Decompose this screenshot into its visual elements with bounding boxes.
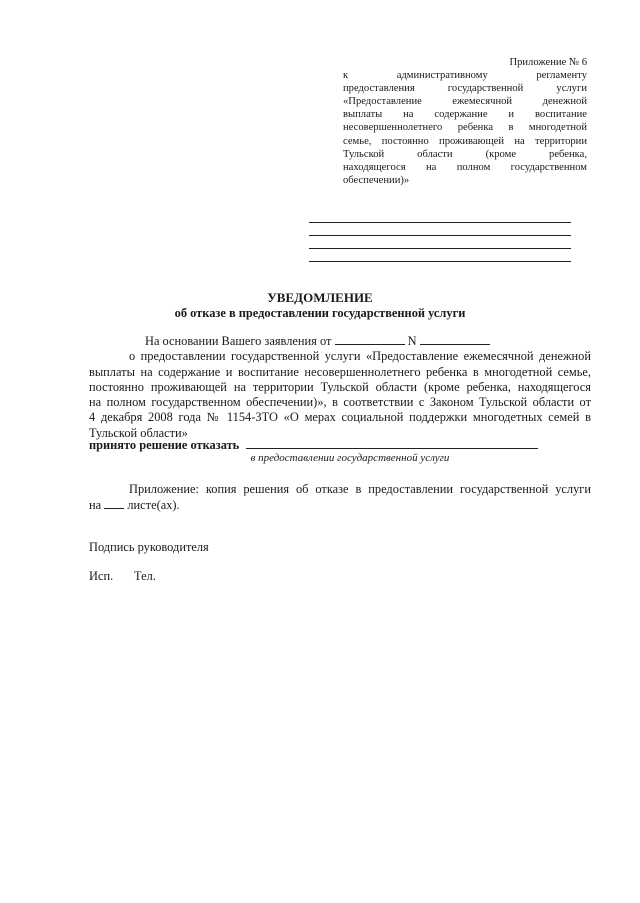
appendix-ref-line: обеспечении)» [343,174,410,186]
appendix-ref-line: находящегося на полном государственном [343,161,587,173]
addressee-blank-line [309,222,571,223]
decision-blank [246,437,538,449]
appendix-ref-line: предоставления государственной услуги [343,83,587,95]
appendix-number: Приложение № 6 [509,57,587,68]
application-number-blank [420,333,490,345]
application-date-label: На основании Вашего заявления от [145,334,332,348]
appendix-ref-line: выплаты на содержание и воспитание [343,109,587,121]
sheets-count-blank [104,497,124,509]
body-line: выплаты на содержание и воспитание несовершеннолетнего ребенка в многодетной семье, [89,364,591,379]
appendix-ref-line: к административному регламенту [343,70,587,82]
body-line: 4 декабря 2008 года № 1154-ЗТО «О мерах социальной поддержки многодетных семей в [89,410,591,425]
decision-hint: в предоставлении государственной услуги [250,452,450,464]
body-line: постоянно проживающей на территории Тульской области (кроме ребенка, находящегося [89,379,591,394]
addressee-blank-line [309,235,571,236]
appendix-ref-line: Тульской области (кроме ребенка, [343,148,587,160]
body-line: Тульской области» [89,425,188,440]
attachment-sheets-line [89,497,591,513]
application-date-blank [335,333,405,345]
attachment-on-label: на [89,498,102,513]
attachment-block [89,482,591,514]
signature-label: Подпись руководителя [89,540,209,554]
phone-label: Тел. [134,569,156,583]
application-reference-line [89,333,591,349]
addressee-blank-line [309,248,571,249]
body-line: на полном государственном обеспечении)», в соответствии с Законом Тульской области от [89,395,591,410]
addressee-blank-line [309,261,571,262]
decision-label: принято решение отказать [89,438,240,452]
decision-line [89,437,538,453]
notice-title: УВЕДОМЛЕНИЕ [267,290,373,305]
attachment-line: Приложение: копия решения об отказе в предоставлении государственной услуги [129,482,591,496]
appendix-ref-line: несовершеннолетнего ребенка в многодетной [343,122,587,134]
executor-label: Исп. [89,569,114,583]
attachment-sheets-label: листе(ах). [127,498,180,513]
appendix-ref-line: «Предоставление ежемесячной денежной [343,96,587,108]
appendix-reference [343,56,587,187]
application-number-label: N [407,334,417,348]
body-line: о предоставлении государственной услуги «Предоставление ежемесячной денежной [129,349,591,364]
notice-subtitle: об отказе в предоставлении государственной услуги [174,306,466,320]
notice-body [89,333,591,441]
appendix-ref-line: семье, постоянно проживающей на территории [343,135,587,147]
